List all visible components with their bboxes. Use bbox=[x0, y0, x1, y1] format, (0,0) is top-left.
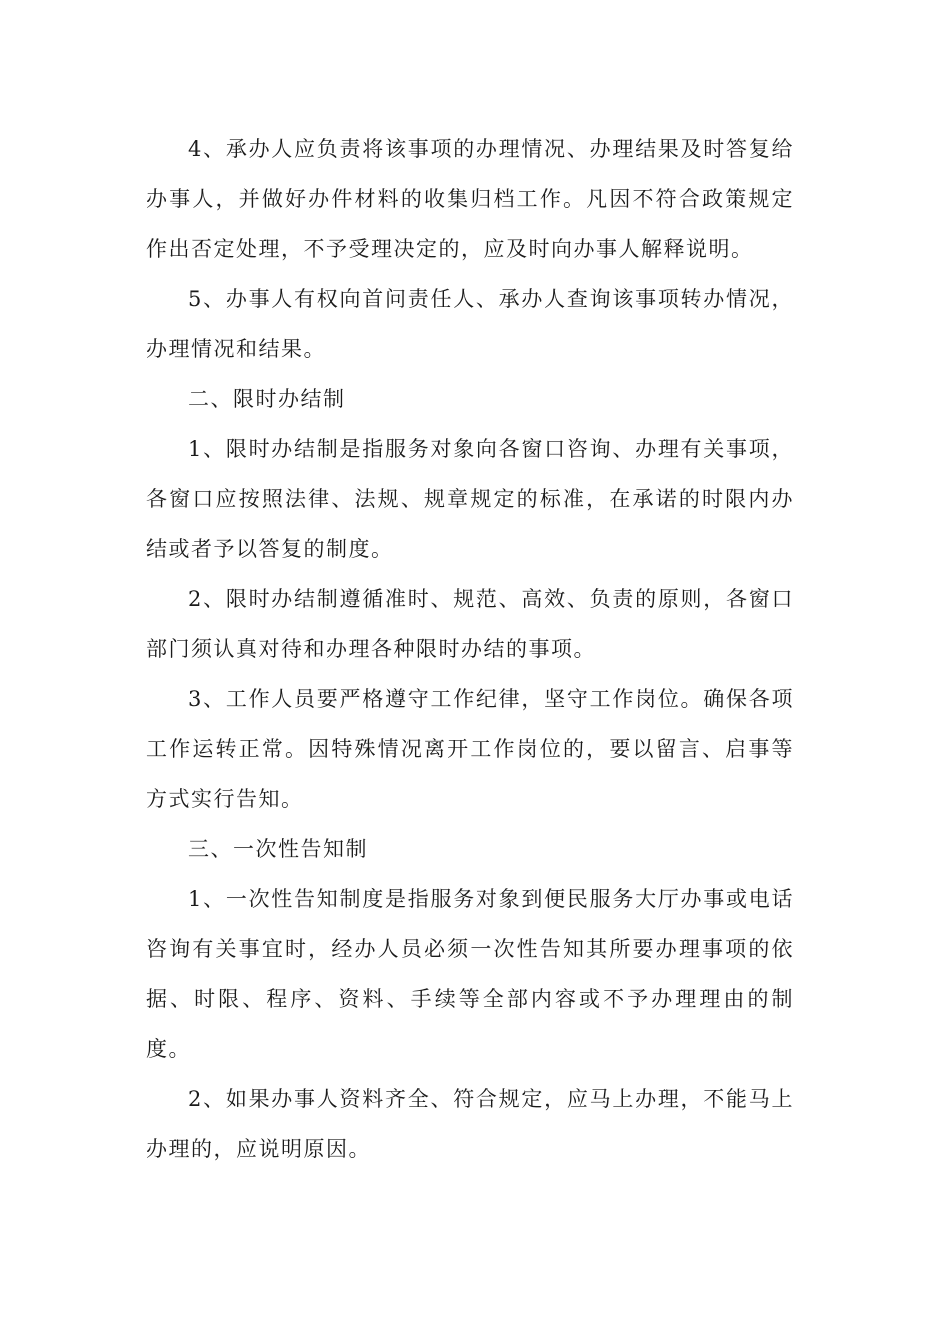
paragraph-3-work-discipline: 3、工作人员要严格遵守工作纪律，坚守工作岗位。确保各项工作运转正常。因特殊情况离开工作岗位的，要以留言、启事等方式实行告知。 bbox=[146, 687, 794, 811]
paragraph-1-time-limit-definition: 1、限时办结制是指服务对象向各窗口咨询、办理有关事项，各窗口应按照法律、法规、规章规定的标准，在承诺的时限内办结或者予以答复的制度。 bbox=[146, 437, 794, 561]
section-heading-one-time-notice: 三、一次性告知制 bbox=[188, 837, 368, 861]
paragraph-1-one-time-notice-definition: 1、一次性告知制度是指服务对象到便民服务大厅办事或电话咨询有关事宜时，经办人员必须一次性告知其所要办理事项的依据、时限、程序、资料、手续等全部内容或不予办理理由的制度。 bbox=[146, 887, 794, 1061]
paragraph-2-time-limit-principle: 2、限时办结制遵循准时、规范、高效、负责的原则，各窗口部门须认真对待和办理各种限时办结的事项。 bbox=[146, 587, 794, 661]
paragraph-4-handler-reply: 4、承办人应负责将该事项的办理情况、办理结果及时答复给办事人，并做好办件材料的收集归档工作。凡因不符合政策规定作出否定处理，不予受理决定的，应及时向办事人解释说明。 bbox=[146, 137, 794, 261]
paragraph-2-immediate-handling: 2、如果办事人资料齐全、符合规定，应马上办理，不能马上办理的，应说明原因。 bbox=[146, 1087, 794, 1161]
paragraph-5-inquiry-right: 5、办事人有权向首问责任人、承办人查询该事项转办情况，办理情况和结果。 bbox=[146, 287, 794, 361]
document-page bbox=[146, 124, 794, 1174]
section-heading-time-limit: 二、限时办结制 bbox=[188, 387, 346, 411]
